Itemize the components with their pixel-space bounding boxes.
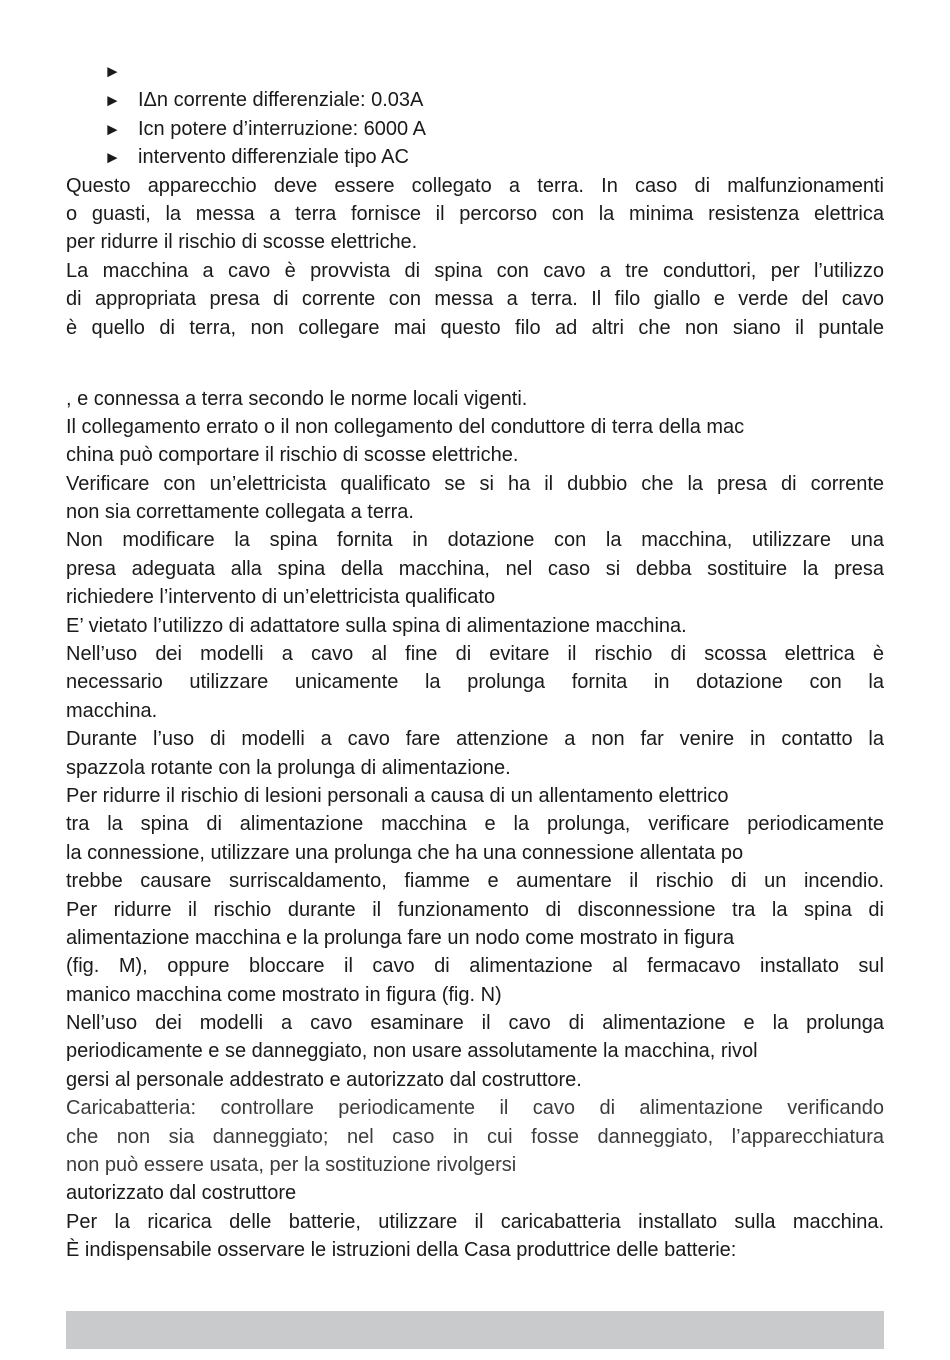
paragraph-safety bbox=[66, 385, 884, 1265]
text-line: Non modificare la spina fornita in dotazione con la macchina, utilizzare una bbox=[66, 529, 884, 552]
text-line: non sia correttamente collegata a terra. bbox=[66, 501, 414, 524]
triangle-right-icon: ► bbox=[104, 119, 121, 139]
bullet-item bbox=[104, 86, 884, 114]
bullet-text: IΔn corrente differenziale: 0.03A bbox=[138, 89, 424, 112]
text-line: Nell’uso dei modelli a cavo esaminare il cavo di alimentazione e la prolunga bbox=[66, 1012, 884, 1035]
text-line: che non sia danneggiato; nel caso in cui fosse danneggiato, l’apparecchiatura bbox=[66, 1125, 884, 1148]
text-line: trebbe causare surriscaldamento, fiamme e aumentare il rischio di un incendio. bbox=[66, 870, 884, 893]
text-line: china può comportare il rischio di scosse elettriche. bbox=[66, 444, 519, 467]
text-line: Per la ricarica delle batterie, utilizzare il caricabatteria installato sulla macchina. bbox=[66, 1210, 884, 1233]
text-line: Verificare con un’elettricista qualificato se si ha il dubbio che la presa di corrente bbox=[66, 472, 884, 495]
text-line: necessario utilizzare unicamente la prolunga fornita in dotazione con la bbox=[66, 671, 884, 694]
text-line: E’ vietato l’utilizzo di adattatore sulla spina di alimentazione macchina. bbox=[66, 614, 687, 637]
paragraph-grounding bbox=[66, 172, 884, 257]
text-line: È indispensabile osservare le istruzioni della Casa produttrice delle batterie: bbox=[66, 1239, 737, 1262]
bullet-item bbox=[104, 58, 884, 86]
bullet-item bbox=[104, 115, 884, 143]
document-page bbox=[66, 58, 884, 1265]
text-line: Per ridurre il rischio di lesioni personali a causa di un allentamento elettrico bbox=[66, 784, 729, 807]
text-line: periodicamente e se danneggiato, non usare assolutamente la macchina, rivol bbox=[66, 1040, 758, 1063]
bullet-text: intervento differenziale tipo AC bbox=[138, 146, 409, 169]
text-line: non può essere usata, per la sostituzione rivolgersi bbox=[66, 1154, 517, 1177]
text-line: gersi al personale addestrato e autorizzato dal costruttore. bbox=[66, 1068, 582, 1091]
text-line: Il collegamento errato o il non collegamento del conduttore di terra della mac bbox=[66, 415, 745, 438]
text-line: di appropriata presa di corrente con messa a terra. Il filo giallo e verde del cavo bbox=[66, 288, 884, 311]
triangle-right-icon: ► bbox=[104, 62, 121, 81]
text-line: è quello di terra, non collegare mai questo filo ad altri che non siano il puntale bbox=[66, 316, 884, 339]
text-line: , e connessa a terra secondo le norme locali vigenti. bbox=[66, 387, 528, 410]
text-line: manico macchina come mostrato in figura (fig. N) bbox=[66, 983, 502, 1006]
text-line: Caricabatteria: controllare periodicamente il cavo di alimentazione verificando bbox=[66, 1097, 884, 1120]
blank-gap bbox=[66, 342, 884, 385]
bullet-item bbox=[104, 143, 884, 171]
text-line: richiedere l’intervento di un’elettricista qualificato bbox=[66, 586, 496, 609]
triangle-right-icon: ► bbox=[104, 91, 121, 111]
text-line: presa adeguata alla spina della macchina, nel caso si debba sostituire la presa bbox=[66, 557, 884, 580]
footer-bar bbox=[66, 1311, 884, 1349]
text-line: alimentazione macchina e la prolunga fare un nodo come mostrato in figura bbox=[66, 926, 735, 949]
paragraph-plug bbox=[66, 257, 884, 342]
bullet-list bbox=[104, 58, 884, 172]
text-line: Questo apparecchio deve essere collegato a terra. In caso di malfunzionamenti bbox=[66, 174, 884, 197]
text-line: spazzola rotante con la prolunga di alimentazione. bbox=[66, 756, 511, 779]
text-line: la connessione, utilizzare una prolunga che ha una connessione allentata po bbox=[66, 841, 744, 864]
text-line: La macchina a cavo è provvista di spina con cavo a tre conduttori, per l’utilizzo bbox=[66, 259, 884, 282]
text-line: per ridurre il rischio di scosse elettriche. bbox=[66, 231, 418, 254]
bullet-text: Icn potere d’interruzione: 6000 A bbox=[138, 117, 426, 140]
triangle-right-icon: ► bbox=[104, 148, 121, 168]
text-line: autorizzato dal costruttore bbox=[66, 1182, 297, 1205]
text-line: Nell’uso dei modelli a cavo al fine di evitare il rischio di scossa elettrica è bbox=[66, 643, 884, 666]
text-line: tra la spina di alimentazione macchina e la prolunga, verificare periodicamente bbox=[66, 813, 884, 836]
text-line: macchina. bbox=[66, 699, 158, 722]
text-line: Durante l’uso di modelli a cavo fare attenzione a non far venire in contatto la bbox=[66, 728, 884, 751]
text-line: o guasti, la messa a terra fornisce il percorso con la minima resistenza elettrica bbox=[66, 202, 884, 225]
text-line: (fig. M), oppure bloccare il cavo di alimentazione al fermacavo installato sul bbox=[66, 955, 884, 978]
text-line: Per ridurre il rischio durante il funzionamento di disconnessione tra la spina di bbox=[66, 898, 884, 921]
